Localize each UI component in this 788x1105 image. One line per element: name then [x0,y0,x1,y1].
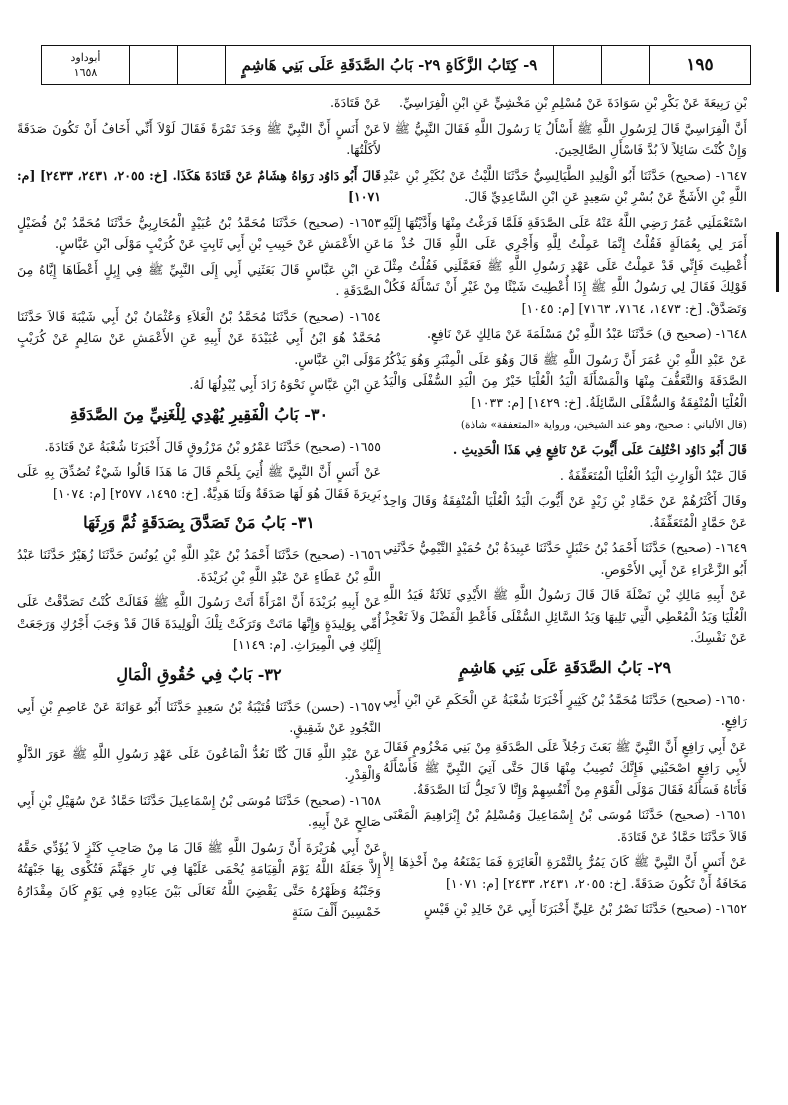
running-title: ٩- كِتَابُ الزَّكَاةِ ٢٩- بَابُ الصَّدَقَةِ عَلَى بَنِي هَاشِمٍ [226,46,554,84]
chapter-heading: ٣٠- بَابُ الْفَقِيرِ يُهْدِي لِلْغَنِيِّ مِنَ الصَّدَقَةِ [69,404,329,424]
reference-cell [42,46,130,84]
hadith-paragraph: ١٦٥٤- (صحيح) حَدَّثَنَا مُحَمَّدُ بْنُ الْعَلاَءِ وَعُثْمَانُ بْنُ أَبِي شَيْبَةَ قَالاَ حَدَّثَنَا مُحَمَّدٌ هُوَ ابْنُ أَبِي عُبَيْدَةَ عَنْ أَبِيهِ عَنِ الأَعْمَشِ عَنْ سَالِمٍ عَنْ كُرَيْبٍ مَوْلَى ابْنِ عَبَّاسٍ. [17,308,381,367]
hadith-paragraph: أَنَّ الْفِرَاسِيَّ قَالَ لِرَسُولِ اللَّهِ ﷺ أَسْأَلُ يَا رَسُولَ اللَّهِ فَقَالَ النَّبِيُّ ﷺ لاَ وَإِنْ كُنْتَ سَائِلاً لاَ بُدَّ فَاسْأَلِ الصَّالِحِينَ. [383,120,747,157]
empty-cell [554,46,602,84]
margin-mark [776,232,779,292]
empty-cell [602,46,650,84]
hadith-paragraph: عَنِ ابْنِ عَبَّاسٍ نَحْوَهُ زَادَ أَبِي يُبْدِلُهَا لَهُ. [189,377,381,392]
abu-dawud-comment: قَالَ أَبُو دَاوُد رَوَاهُ هِشَامٌ عَنْ قَتَادَةَ هَكَذَا. [خ: ٢٠٥٥، ٢٤٣١، ٢٤٣٣] [م: ١٠٧١] [17,167,381,204]
hadith-paragraph: ١٦٥٢- (صحيح) حَدَّثَنَا نَصْرُ بْنُ عَلِيٍّ أَخْبَرَنَا أَبِي عَنْ خَالِدِ بْنِ قَيْسٍ [423,901,747,916]
left-text-column [17,92,381,1097]
hadith-paragraph: ١٦٤٩- (صحيح) حَدَّثَنَا أَحْمَدُ بْنُ حَنْبَلٍ حَدَّثَنَا عَبِيدَةُ بْنُ حُمَيْدٍ التَّيْمِيُّ حَدَّثَنِي أَبُو الزَّعْرَاءِ عَنْ أَبِي الأَحْوَصِ. [383,540,747,577]
reference-book: أبوداود [70,51,101,64]
chapter-heading: ٣١- بَابُ مَنْ تَصَدَّقَ بِصَدَقَةٍ ثُمَّ وَرِثَهَا [83,513,315,532]
page-header [41,45,751,85]
hadith-paragraph: ١٦٥٦- (صحيح) حَدَّثَنَا أَحْمَدُ بْنُ عَبْدِ اللَّهِ بْنِ يُونُسَ حَدَّثَنَا زُهَيْرٌ حَدَّثَنَا عَبْدُ اللَّهِ بْنُ عَطَاءٍ عَنْ عَبْدِ اللَّهِ بْنِ بُرَيْدَةَ. [17,547,381,584]
reference-number: ١٦٥٨ [73,66,98,79]
hadith-paragraph: عَنْ أَبِي رَافِعٍ أَنَّ النَّبِيَّ ﷺ بَعَثَ رَجُلاً عَلَى الصَّدَقَةِ مِنْ بَنِي مَخْزُومٍ فَقَالَ لأَبِي رَافِعٍ اصْحَبْنِي فَإِنَّكَ تُصِيبُ مِنْهَا قَالَ حَتَّى آتِيَ النَّبِيَّ ﷺ فَأَسْأَلَهُ فَأَتَاهُ فَسَأَلَهُ فَقَالَ مَوْلَى الْقَوْمِ مِنْ أَنْفُسِهِمْ وَإِنَّا لاَ تَحِلُّ لَنَا الصَّدَقَةُ. [383,738,747,797]
hadith-paragraph: قَالَ عَبْدُ الْوَارِثِ الْيَدُ الْعُلْيَا الْمُتَعَفِّفَةُ . [559,467,747,483]
hadith-paragraph: ١٦٥٠- (صحيح) حَدَّثَنَا مُحَمَّدُ بْنُ كَثِيرٍ أَخْبَرَنَا شُعْبَةُ عَنِ الْحَكَمِ عَنِ ابْنِ أَبِي رَافِعٍ. [383,691,747,728]
hadith-paragraph: عَنْ أَنَسٍ أَنَّ النَّبِيَّ ﷺ كَانَ يَمُرُّ بِالتَّمْرَةِ الْعَائِرَةِ فَمَا يَمْنَعُهُ مِنْ أَخْذِهَا إِلاَّ مَخَافَةُ أَنْ تَكُونَ صَدَقَةً. [خ: ٢٠٥٥، ٢٤٣١، ٢٤٣٣] [م: ١٠٧١] [383,854,747,891]
hadith-paragraph: ١٦٤٨- (صحيح ق) حَدَّثَنَا عَبْدُ اللَّهِ بْنُ مَسْلَمَةَ عَنْ مَالِكٍ عَنْ نَافِعٍ. [426,326,747,341]
right-text-column [383,92,747,1097]
hadith-paragraph: ١٦٥٣- (صحيح) حَدَّثَنَا مُحَمَّدُ بْنُ عُبَيْدٍ الْمُحَارِبِيُّ حَدَّثَنَا مُحَمَّدُ بْنُ فُضَيْلٍ عَنِ الأَعْمَشِ عَنْ حَبِيبِ بْنِ أَبِي ثَابِتٍ عَنْ كُرَيْبٍ مَوْلَى ابْنِ عَبَّاسٍ. [17,214,381,251]
abu-dawud-comment: قَالَ أَبُو دَاوُد اخْتُلِفَ عَلَى أَيُّوبَ عَنْ نَافِعٍ فِي هَذَا الْحَدِيثِ . [452,442,747,457]
hadith-paragraph: عَنْ أَبِيهِ بُرَيْدَةَ أَنَّ امْرَأَةً أَتَتْ رَسُولَ اللَّهِ ﷺ فَقَالَتْ كُنْتُ تَصَدَّقْتُ عَلَى أُمِّي بِوَلِيدَةٍ وَإِنَّهَا مَاتَتْ وَتَرَكَتْ تِلْكَ الْوَلِيدَةَ قَالَ قَدْ وَجَبَ أَجْرُكِ وَرَجَعَتْ إِلَيْكِ فِي الْمِيرَاثِ. [م: ١١٤٩] [17,594,381,652]
hadith-paragraph: ١٦٥٨- (صحيح) حَدَّثَنَا مُوسَى بْنُ إِسْمَاعِيلَ حَدَّثَنَا حَمَّادٌ عَنْ سُهَيْلِ بْنِ أَبِي صَالِحٍ عَنْ أَبِيهِ. [17,792,381,829]
hadith-paragraph: عَنْ أَبِي هُرَيْرَةَ أَنَّ رَسُولَ اللَّهِ ﷺ قَالَ مَا مِنْ صَاحِبِ كَنْزٍ لاَ يُؤَدِّي حَقَّهُ إِلاَّ جَعَلَهُ اللَّهُ يَوْمَ الْقِيَامَةِ يُحْمَى عَلَيْهَا فِي نَارِ جَهَنَّمَ فَتُكْوَى بِهَا جَبْهَتُهُ وَجَنْبُهُ وَظَهْرُهُ حَتَّى يَقْضِيَ اللَّهُ تَعَالَى بَيْنَ عِبَادِهِ فِي يَوْمٍ كَانَ مِقْدَارُهُ خَمْسِينَ أَلْفَ سَنَةٍ [17,839,381,919]
empty-cell [178,46,226,84]
hadith-paragraph: عَنْ أَنَسٍ أَنَّ النَّبِيَّ ﷺ وَجَدَ تَمْرَةً فَقَالَ لَوْلاَ أَنِّي أَخَافُ أَنْ تَكُونَ صَدَقَةً لأَكَلْتُهَا. [17,120,381,157]
hadith-paragraph: عَنْ أَنَسٍ أَنَّ النَّبِيَّ ﷺ أُتِيَ بِلَحْمٍ قَالَ مَا هَذَا قَالُوا شَيْءٌ تُصُدِّقَ بِهِ عَلَى بَرِيرَةَ فَقَالَ هُوَ لَهَا صَدَقَةٌ وَلَنَا هَدِيَّةٌ. [خ: ١٤٩٥، ٢٥٧٧] [م: ١٠٧٤] [17,464,381,501]
hadith-paragraph: ١٦٥١- (صحيح) حَدَّثَنَا مُوسَى بْنُ إِسْمَاعِيلَ وَمُسْلِمُ بْنُ إِبْرَاهِيمَ الْمَعْنَى قَالاَ حَدَّثَنَا حَمَّادٌ عَنْ قَتَادَةَ. [383,807,747,844]
hadith-paragraph: اسْتَعْمَلَنِي عُمَرُ رَضِي اللَّهُ عَنْهُ عَلَى الصَّدَقَةِ فَلَمَّا فَرَغْتُ مِنْهَا وَأَدَّيْتُهَا إِلَيْهِ أَمَرَ لِي بِعُمَالَةٍ فَقُلْتُ إِنَّمَا عَمِلْتُ لِلَّهِ وَأَجْرِي عَلَى اللَّهِ قَالَ خُذْ مَا أُعْطِيتَ فَإِنِّي قَدْ عَمِلْتُ عَلَى عَهْدِ رَسُولِ اللَّهِ ﷺ فَعَمَّلَنِي فَقُلْتُ مِثْلَ قَوْلِكَ فَقَالَ لِي رَسُولُ اللَّهِ ﷺ إِذَا أُعْطِيتَ شَيْئًا مِنْ غَيْرِ أَنْ تَسْأَلَهُ فَكُلْ وَتَصَدَّقْ. [خ: ١٤٧٣، ٧١٦٤، ٧١٦٣] [م: ١٠٤٥] [383,214,747,316]
hadith-paragraph: وقَالَ أَكْثَرُهُمْ عَنْ حَمَّادِ بْنِ زَيْدٍ عَنْ أَيُّوبَ الْيَدُ الْعُلْيَا الْمُنْفِقَةُ وَقَالَ وَاحِدٌ عَنْ حَمَّادٍ الْمُتَعَفِّفَةُ. [383,493,747,530]
hadith-paragraph: ١٦٤٧- (صحيح) حَدَّثَنَا أَبُو الْوَلِيدِ الطَّيَالِسِيُّ حَدَّثَنَا اللَّيْثُ عَنْ بُكَيْرِ بْنِ عَبْدِ اللَّهِ بْنِ الأَشَجِّ عَنْ بُسْرِ بْنِ سَعِيدٍ عَنِ ابْنِ السَّاعِدِيِّ قَالَ. [383,167,747,204]
chapter-heading: ٢٩- بَابُ الصَّدَقَةِ عَلَى بَنِي هَاشِمٍ [458,657,672,677]
page-number: ١٩٥ [686,55,714,75]
hadith-paragraph: عَنْ عَبْدِ اللَّهِ بْنِ عُمَرَ أَنَّ رَسُولَ اللَّهِ ﷺ قَالَ وَهُوَ عَلَى الْمِنْبَرِ وَهُوَ يَذْكُرُ الصَّدَقَةَ وَالتَّعَفُّفَ مِنْهَا وَالْمَسْأَلَةَ الْيَدُ الْعُلْيَا خَيْرٌ مِنَ الْيَدِ السُّفْلَى وَالْيَدُ الْعُلْيَا الْمُنْفِقَةُ وَالسُّفْلَى السَّائِلَةُ. [خ: ١٤٢٩] [م: ١٠٣٣] [383,351,747,410]
hadith-paragraph: ١٦٥٥- (صحيح) حَدَّثَنَا عَمْرُو بْنُ مَرْزُوقٍ قَالَ أَخْبَرَنَا شُعْبَةُ عَنْ قَتَادَةَ. [44,438,381,454]
hadith-paragraph: عَنْ قَتَادَةَ. [330,95,381,110]
editor-note: (قال الألباني : صحيح، وهو عند الشيخين، ورواية «المتعففة» شاذة) [460,419,747,431]
hadith-paragraph: عَنْ عَبْدِ اللَّهِ قَالَ كُنَّا نَعُدُّ الْمَاعُونَ عَلَى عَهْدِ رَسُولِ اللَّهِ ﷺ عَوَرَ الدَّلْوِ وَالْقِدْرِ. [17,745,381,782]
hadith-paragraph: عَنْ أَبِيهِ مَالِكِ بْنِ نَضْلَةَ قَالَ قَالَ رَسُولُ اللَّهِ ﷺ الأَيْدِي ثَلاَثَةٌ فَيَدُ اللَّهِ الْعُلْيَا وَيَدُ الْمُعْطِي الَّتِي تَلِيهَا وَيَدُ السَّائِلِ السُّفْلَى فَأَعْطِ الْفَضْلَ وَلاَ تَعْجِزْ عَنْ نَفْسِكَ. [383,587,747,645]
hadith-paragraph: بْنِ رَبِيعَةَ عَنْ بَكْرِ بْنِ سَوَادَةَ عَنْ مُسْلِمِ بْنِ مَخْشِيٍّ عَنِ ابْنِ الْفِرَاسِيِّ. [399,95,747,110]
hadith-paragraph: عَنِ ابْنِ عَبَّاسٍ قَالَ بَعَثَنِي أَبِي إِلَى النَّبِيِّ ﷺ فِي إِبِلٍ أَعْطَاهَا إِيَّاهُ مِنَ الصَّدَقَةِ . [17,261,381,298]
empty-cell [130,46,178,84]
hadith-paragraph: ١٦٥٧- (حسن) حَدَّثَنَا قُتَيْبَةُ بْنُ سَعِيدٍ حَدَّثَنَا أَبُو عَوَانَةَ عَنْ عَاصِمِ بْنِ أَبِي النَّجُودِ عَنْ شَقِيقٍ. [17,698,381,735]
chapter-heading: ٣٢- بَابٌ فِي حُقُوقِ الْمَالِ [116,664,282,684]
